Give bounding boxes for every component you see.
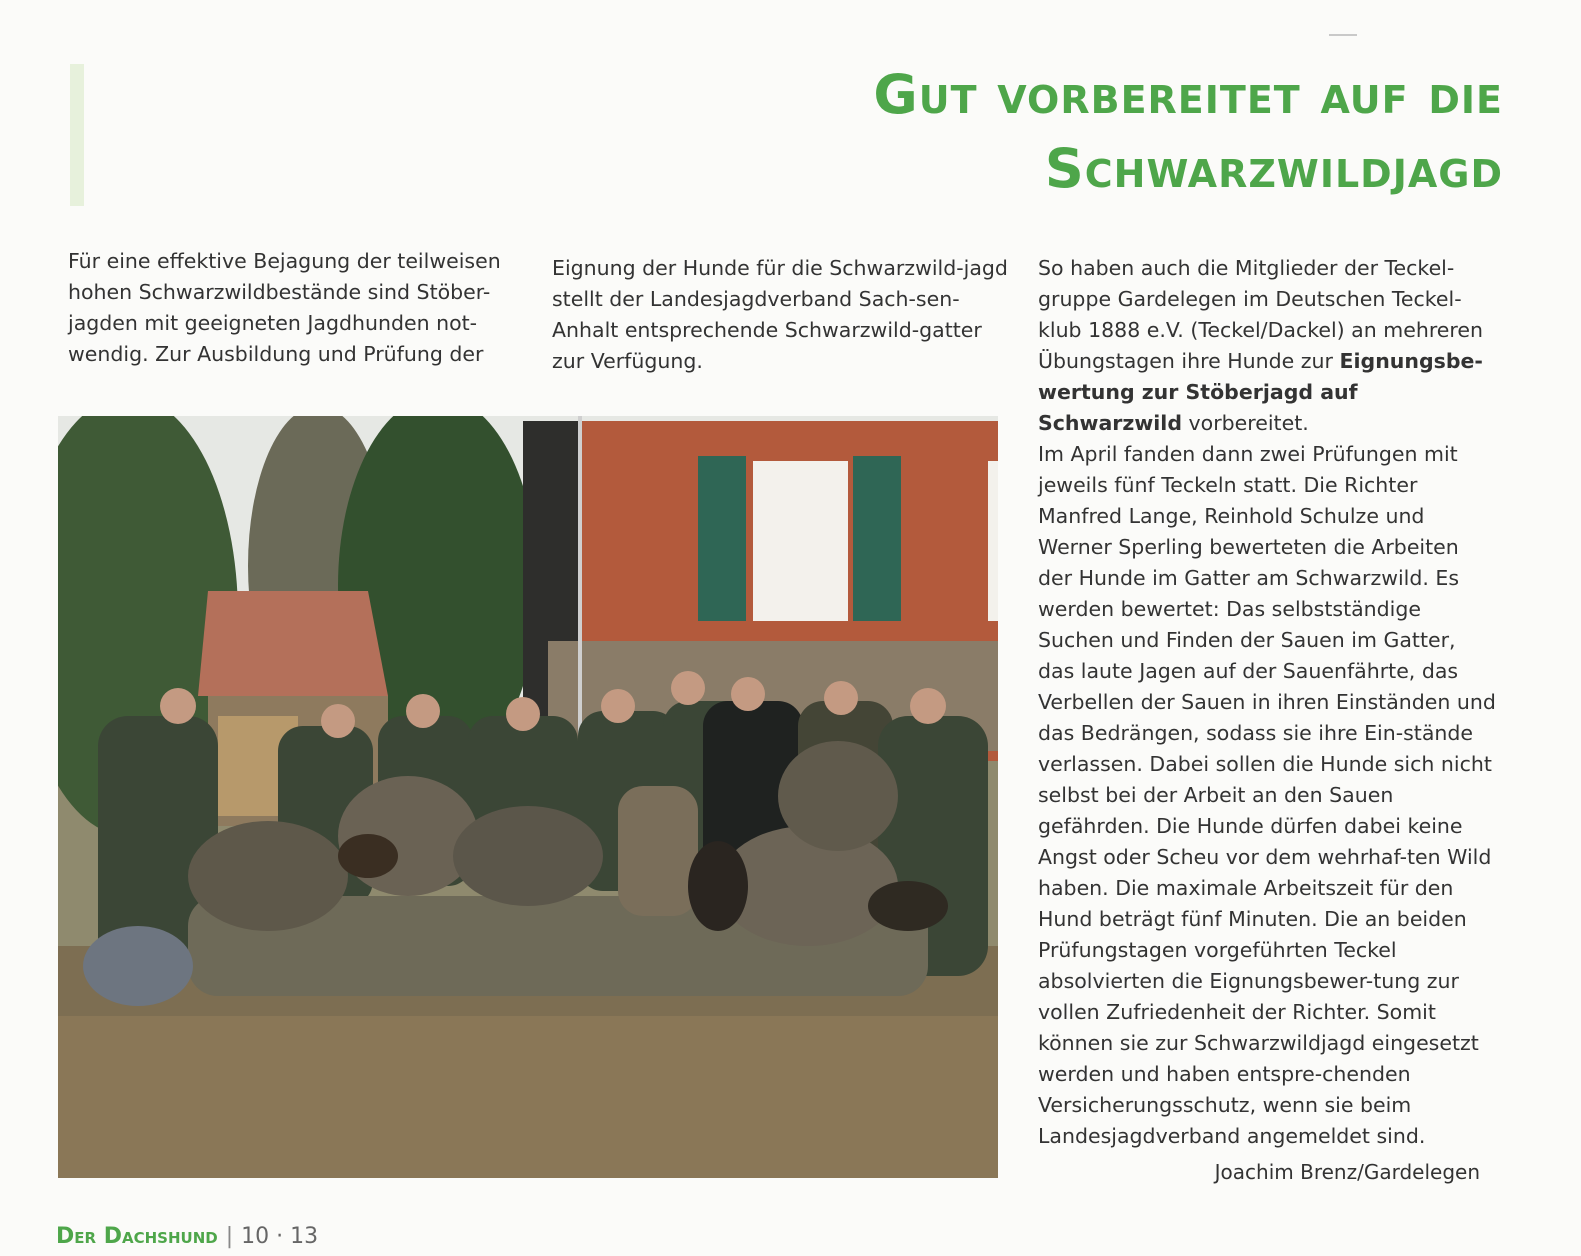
page-footer xyxy=(56,1224,318,1256)
intro-text: So haben auch die Mitglieder der Teckel-gruppe Gardelegen im Deutschen Teckel-klub 1888 e.V. (Teckel/Dackel) an mehreren Übungstagen ihre Hunde zur xyxy=(1038,256,1483,373)
title-line-2: Schwarzwildjagd xyxy=(1044,137,1503,200)
group-photo-illustration xyxy=(58,416,998,1178)
article-title xyxy=(603,58,1503,206)
accent-bar xyxy=(70,64,84,206)
author-signature: Joachim Brenz/Gardelegen xyxy=(1214,1160,1480,1184)
issue-number: 10 · 13 xyxy=(241,1224,319,1249)
title-line-1: Gut vorbereitet auf die xyxy=(873,63,1503,126)
column-3-intro xyxy=(1038,253,1498,439)
page-corner-mark xyxy=(1329,34,1357,36)
group-photo xyxy=(58,416,998,1178)
column-3 xyxy=(1038,253,1498,1152)
column-1-text: Für eine effektive Bejagung der teilweisen hohen Schwarzwildbestände sind Stöber-jagden mit geeigneten Jagdhunden not-wendig. Zur Ausbildung und Prüfung der xyxy=(68,249,501,366)
footer-separator: | xyxy=(225,1224,234,1249)
magazine-name: Der Dachshund xyxy=(56,1224,218,1249)
column-2-text: Eignung der Hunde für die Schwarzwild-jagd stellt der Landesjagdverband Sach-sen-Anhalt entsprechende Schwarzwild-gatter zur Verfügung. xyxy=(552,256,1008,373)
intro-bold-text: Eignungsbe-wertung zur Stöberjagd auf Schwarzwild xyxy=(1038,349,1483,435)
column-3-body: Im April fanden dann zwei Prüfungen mit jeweils fünf Teckeln statt. Die Richter Manfred Lange, Reinhold Schulze und Werner Sperling bewerteten die Arbeiten der Hunde im Gatter am Schwarzwild. Es werden bewertet: Das selbstständige Suchen und Finden der Sauen im Gatter, das laute Jagen auf der Sauenfährte, das Verbellen der Sauen in ihren Einständen und das Bedrängen, sodass sie ihre Ein-stände verlassen. Dabei sollen die Hunde sich nicht selbst bei der Arbeit an den Sauen gefährden. Die Hunde dürfen dabei keine Angst oder Scheu vor dem wehrhaf-ten Wild haben. Die maximale Arbeitszeit für den Hund beträgt fünf Minuten. Die an beiden Prüfungstagen vorgeführten Teckel absolvierten die Eignungsbewer-tung zur vollen Zufriedenheit der Richter. Somit können sie zur Schwarzwildjagd eingesetzt werden und haben entspre-chenden Versicherungsschutz, wenn sie beim Landesjagdverband angemeldet sind. xyxy=(1038,442,1496,1148)
intro-after-bold: vorbereitet. xyxy=(1188,411,1309,435)
